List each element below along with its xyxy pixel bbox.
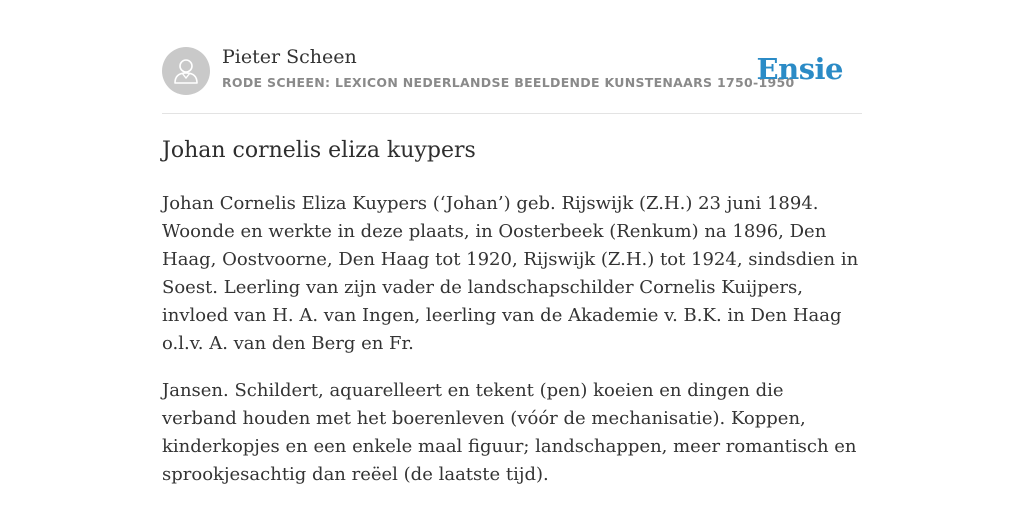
page-title: Johan cornelis eliza kuypers <box>162 138 476 163</box>
article-paragraph-1: Johan Cornelis Eliza Kuypers (‘Johan’) geb. Rijswijk (Z.H.) 23 juni 1894. Woonde en werkte in deze plaats, in Oosterbeek (Renkum) na 1896, Den Haag, Oostvoorne, Den Haag tot 1920, Rijswijk (Z.H.) tot 1924, sindsdien in Soest. Leerling van zijn vader de landschapschilder Cornelis Kuijpers, invloed van H. A. van Ingen, leerling van de Akademie v. B.K. in Den Haag o.l.v. A. van den Berg en Fr. <box>162 193 859 354</box>
article-card <box>162 0 862 485</box>
article-paragraph-2: Jansen. Schildert, aquarelleert en tekent (pen) koeien en dingen die verband houden met het boerenleven (vóór de mechanisatie). Koppen, kinderkopjes en een enkele maal figuur; landschappen, meer romantisch en sprookjesachtig dan reëel (de laatste tijd). <box>162 380 857 485</box>
ensie-logo[interactable]: Ensie <box>756 52 843 86</box>
author-name[interactable]: Pieter Scheen <box>222 46 357 68</box>
article-header <box>162 0 862 114</box>
author-avatar[interactable] <box>162 47 210 95</box>
source-title[interactable]: RODE SCHEEN: LEXICON NEDERLANDSE BEELDENDE KUNSTENAARS 1750-1950 <box>222 75 795 90</box>
user-avatar-icon <box>173 57 199 85</box>
